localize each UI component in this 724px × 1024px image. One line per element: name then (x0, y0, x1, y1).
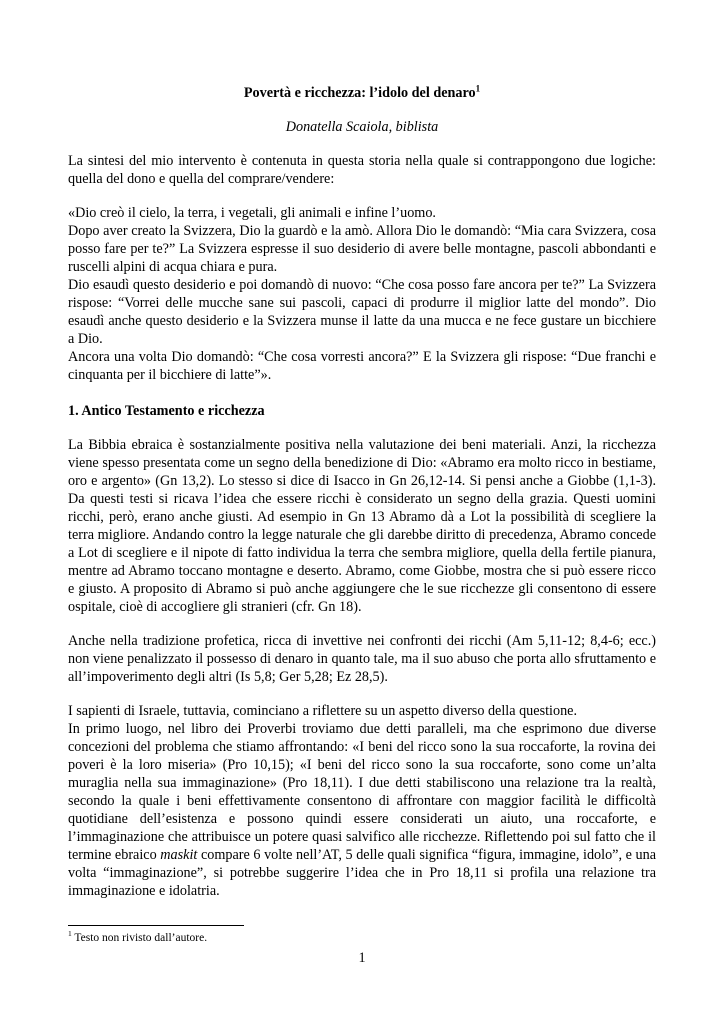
footnote-text: Testo non rivisto dall’autore. (71, 932, 208, 944)
section-heading: 1. Antico Testamento e ricchezza (68, 403, 265, 419)
page-number: 1 (358, 950, 366, 966)
story-block (68, 204, 656, 384)
story-line: Dopo aver creato la Svizzera, Dio la guardò e la amò. Allora Dio le domandò: “Mia cara Svizzera, cosa posso fare per te?” La Svizzera espresse il suo desiderio di avere belle montagne, pascoli abbondanti e ruscelli alpini di acqua chiara e pura. (68, 223, 656, 275)
footnote-separator (68, 925, 244, 926)
footnote (68, 929, 208, 944)
title-text: Povertà e ricchezza: l’idolo del denaro (243, 85, 476, 101)
body-paragraph: I sapienti di Israele, tuttavia, cominciano a riflettere su un aspetto diverso della questione. (68, 703, 578, 719)
author-line: Donatella Scaiola, biblista (285, 119, 439, 135)
intro-paragraph: La sintesi del mio intervento è contenuta in questa storia nella quale si contrappongono due logiche: quella del dono e quella del comprare/vendere: (68, 153, 656, 187)
paragraph-text: In primo luogo, nel libro dei Proverbi troviamo due detti paralleli, ma che esprimono due diverse concezioni del problema che stiamo affrontando: «I beni del ricco sono la sua roccaforte, la rovina dei poveri è la loro miseria» (Pro 10,15); «I beni del ricco sono la sua roccaforte, sono come un’alta muraglia nella sua immaginazione» (Pro 18,11). I due detti stabiliscono una relazione tra la realtà, secondo la quale i beni effettivamente consentono di affrontare con maggior facilità le difficoltà quotidiane dell’esistenza e possono quindi essere considerati un aiuto, una roccaforte, e l’immaginazione che attribuisce un potere quasi salvifico alle ricchezze. Riflettendo poi sul fatto che il termine ebraico (68, 721, 656, 863)
body-paragraph: Anche nella tradizione profetica, ricca di invettive nei confronti dei ricchi (Am 5,11-12; 8,4-6; ecc.) non viene penalizzato il possesso di denaro in quanto tale, ma il suo abuso che porta allo sfruttamento e all’impoverimento degli altri (Is 5,8; Ger 5,28; Ez 28,5). (68, 633, 656, 685)
italic-term: maskit (160, 847, 198, 863)
document-title (68, 84, 656, 102)
footnote-mark: 1 (68, 929, 72, 939)
body-paragraph: La Bibbia ebraica è sostanzialmente positiva nella valutazione dei beni materiali. Anzi, la ricchezza viene spesso presentata come un segno della benedizione di Dio: «Abramo era molto ricco in bestiame, oro e argento» (Gn 13,2). Lo stesso si dice di Isacco in Gn 26,12-14. Si pensi anche a Giobbe (1,1-3). Da questi testi si ricava l’idea che essere ricchi è considerato un segno della grazia. Questi uomini ricchi, però, erano anche giusti. Ad esempio in Gn 13 Abramo dà a Lot la possibilità di scegliere la terra migliore. Andando contro la legge naturale che gli darebbe diritto di precedenza, Abramo concede a Lot di scegliere e il nipote di fatto individua la terra che sembra migliore, quella della fertile pianura, mentre ad Abramo toccano montagne e deserto. Abramo, come Giobbe, mostra che si può essere ricco e giusto. A proposito di Abramo si può anche aggiungere che le sue ricchezze gli consentono di essere ospitale, cioè di accogliere gli stranieri (cfr. Gn 18). (68, 437, 656, 615)
document-body (68, 84, 656, 900)
story-line: «Dio creò il cielo, la terra, i vegetali, gli animali e infine l’uomo. (68, 205, 436, 221)
story-line: Ancora una volta Dio domandò: “Che cosa vorresti ancora?” E la Svizzera gli rispose: “Due franchi e cinquanta per il bicchiere di latte”». (68, 349, 656, 383)
body-paragraph (68, 720, 656, 900)
paragraph-text: compare 6 volte nell’AT, 5 delle quali significa “figura, immagine, idolo”, e una volta “immaginazione”, si potrebbe suggerire l’idea che in Pro 18,11 si profila una relazione tra immaginazione e idolatria. (68, 847, 657, 899)
story-line: Dio esaudì questo desiderio e poi domandò di nuovo: “Che cosa posso fare ancora per te?” La Svizzera rispose: “Vorrei delle mucche sane sui pascoli, capaci di produrre il miglior latte del mondo”. Dio esaudì anche questo desiderio e la Svizzera munse il latte da una mucca e ne fece gustare un bicchiere a Dio. (68, 277, 656, 347)
title-footnote-mark: 1 (475, 83, 481, 94)
